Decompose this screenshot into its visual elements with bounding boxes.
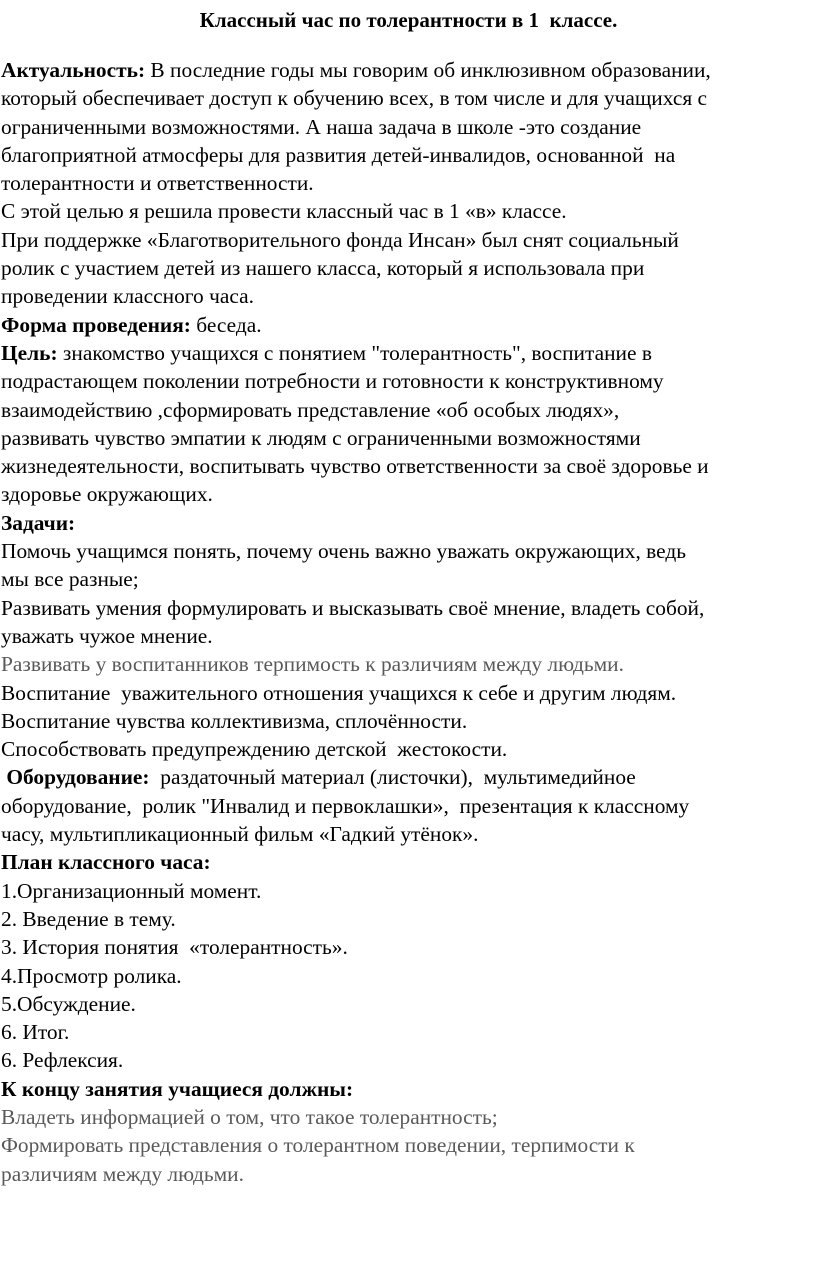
outcomes-line-1: Владеть информацией о том, что такое толерантность; (1, 1104, 498, 1129)
outcomes-line-2: Формировать представления о толерантном поведении, терпимости к (1, 1133, 635, 1158)
goal-line-2: подрастающем поколении потребности и готовности к конструктивному (1, 369, 664, 394)
form-line (1, 311, 816, 339)
tasks-line-1: Помочь учащимся понять, почему очень важно уважать окружающих, ведь (1, 539, 687, 564)
goal-line-1 (1, 339, 816, 367)
plan-item: 3. История понятия «толерантность». (1, 935, 348, 960)
equipment-line-1 (1, 763, 816, 791)
equipment-line-2: оборудование, ролик "Инвалид и первоклашки», презентация к классному (1, 793, 690, 818)
relevance-line-8: ролик с участием детей из нашего класса, который я использовала при (1, 256, 645, 281)
plan-heading (1, 848, 816, 876)
relevance-line-5: толерантности и ответственности. (1, 171, 314, 196)
tasks-line-7: Способствовать предупреждению детской жестокости. (1, 737, 508, 762)
plan-item: 1.Организационный момент. (1, 878, 262, 903)
relevance-line-4: благоприятной атмосферы для развития детей-инвалидов, основанной на (1, 142, 676, 167)
equipment-text: раздаточный материал (листочки), мультимедийное (149, 765, 636, 790)
tasks-line-4: уважать чужое мнение. (1, 623, 213, 648)
document-title: Классный час по толерантности в 1 классе. (199, 8, 618, 32)
tasks-line-2: мы все разные; (1, 567, 139, 592)
outcomes-line-3: различиям между людьми. (1, 1161, 244, 1186)
goal-line-5: жизнедеятельности, воспитывать чувство ответственности за своё здоровье и (1, 454, 709, 479)
plan-item: 5.Обсуждение. (1, 991, 136, 1016)
relevance-line-1 (1, 56, 816, 84)
outcomes-label: К концу занятия учащиеся должны: (1, 1076, 354, 1101)
plan-item: 6. Итог. (1, 1020, 70, 1045)
form-value: беседа. (190, 312, 262, 337)
goal-text: знакомство учащихся с понятием "толерантность", воспитание в (57, 340, 652, 365)
tasks-heading (1, 509, 816, 537)
document-body (1, 56, 816, 1188)
plan-label: План классного часа: (1, 850, 211, 875)
relevance-line-6: С этой целью я решила провести классный час в 1 «в» классе. (1, 199, 567, 224)
form-label: Форма проведения: (1, 312, 191, 337)
equipment-label: Оборудование: (1, 765, 150, 790)
relevance-line-7: При поддержке «Благотворительного фонда Инсан» был снят социальный (1, 227, 679, 252)
plan-item: 6. Рефлексия. (1, 1048, 124, 1073)
relevance-text: В последние годы мы говорим об инклюзивном образовании, (145, 58, 711, 82)
goal-line-4: развивать чувство эмпатии к людям с ограниченными возможностями (1, 425, 641, 450)
tasks-line-5: Воспитание уважительного отношения учащихся к себе и другим людям. (1, 680, 677, 705)
relevance-line-2: который обеспечивает доступ к обучению всех, в том числе и для учащихся с (1, 86, 708, 111)
plan-item: 2. Введение в тему. (1, 906, 176, 931)
goal-line-6: здоровье окружающих. (1, 482, 213, 507)
relevance-label: Актуальность: (1, 58, 146, 82)
equipment-line-3: часу, мультипликационный фильм «Гадкий утёнок». (1, 822, 479, 847)
tasks-line-gray: Развивать у воспитанников терпимость к различиям между людьми. (1, 652, 624, 677)
goal-line-3: взаимодействию ,сформировать представление «об особых людях», (1, 397, 620, 422)
tasks-label: Задачи: (1, 510, 76, 535)
tasks-line-6: Воспитание чувства коллективизма, сплочённости. (1, 708, 468, 733)
relevance-line-9: проведении классного часа. (1, 284, 254, 309)
tasks-line-3: Развивать умения формулировать и высказывать своё мнение, владеть собой, (1, 595, 705, 620)
relevance-line-3: ограниченными возможностями. А наша задача в школе -это создание (1, 114, 642, 139)
plan-item: 4.Просмотр ролика. (1, 963, 182, 988)
goal-label: Цель: (1, 340, 58, 365)
outcomes-heading (1, 1075, 816, 1103)
